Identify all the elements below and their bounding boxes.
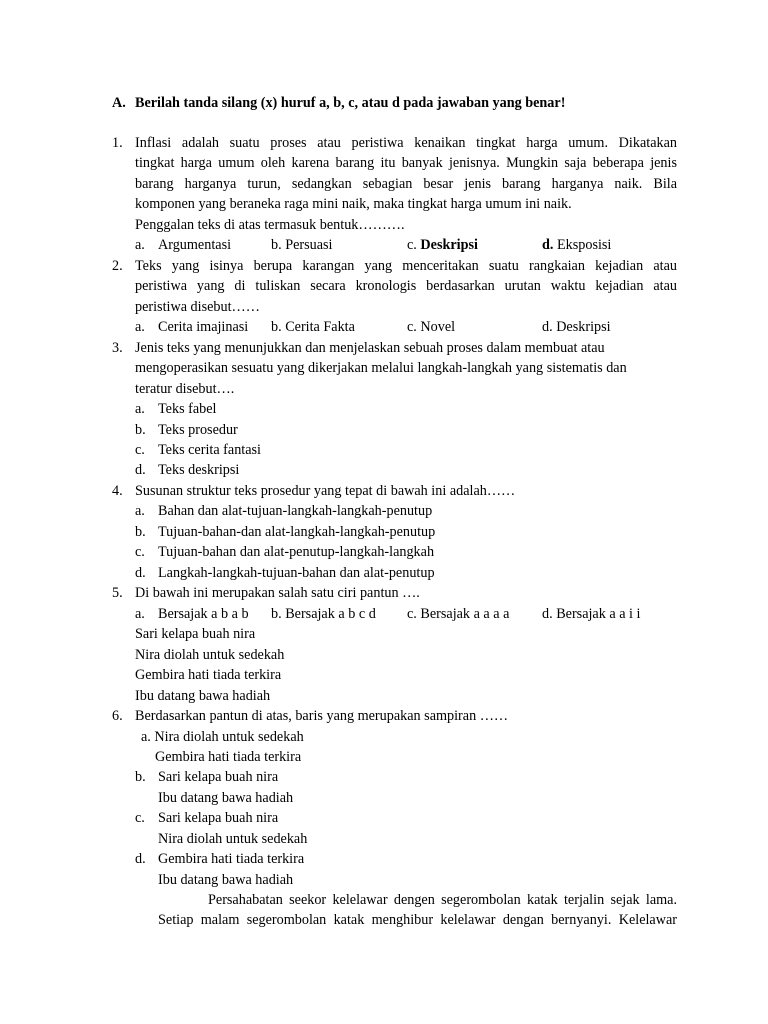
option-text: Teks prosedur — [158, 422, 238, 438]
question-1-text — [135, 133, 677, 235]
q1-option-a — [135, 235, 231, 255]
pantun-line: Ibu datang bawa hadiah — [135, 688, 271, 704]
question-1-line: tingkat harga umum oleh karena barang itu banyak jenisnya. Mungkin saja beberapa jenis — [135, 155, 677, 172]
story-line: Setiap malam segerombolan katak menghibur kelelawar dengan bernyanyi. Kelelawar — [158, 912, 677, 929]
question-1-line: komponen yang beraneka raga mini naik, maka tingkat harga umum ini naik. — [135, 196, 572, 213]
question-2-text — [135, 256, 677, 317]
q6-option-a: a. Nira diolah untuk sedekah — [141, 729, 304, 745]
option-letter: a. — [135, 503, 145, 519]
question-1-line: Inflasi adalah suatu proses atau peristiwa kenaikan tingkat harga umum. Dikatakan — [135, 135, 677, 151]
section-instruction: Berilah tanda silang (x) huruf a, b, c, atau d pada jawaban yang benar! — [135, 95, 566, 111]
question-1-line: barang harganya turun, sedangkan sebagian besar jenis barang harganya naik. Bila — [135, 175, 677, 192]
option-letter: a. — [135, 401, 145, 417]
q3-option-d — [135, 460, 239, 480]
option-text: Bersajak a b a b — [158, 606, 249, 622]
q3-option-c — [135, 440, 261, 460]
q6-option-c-line2: Nira diolah untuk sedekah — [158, 831, 308, 847]
option-letter: a. — [135, 606, 145, 622]
question-2-line: Teks yang isinya berupa karangan yang menceritakan suatu rangkaian kejadian atau — [135, 258, 677, 274]
option-letter: d. — [135, 851, 146, 867]
q6-option-b — [135, 767, 278, 787]
q6-option-a-line2: Gembira hati tiada terkira — [155, 749, 302, 765]
q6-option-d-line2: Ibu datang bawa hadiah — [158, 872, 294, 888]
question-4-text: Susunan struktur teks prosedur yang tepat di bawah ini adalah…… — [135, 483, 516, 499]
question-3-line: Jenis teks yang menunjukkan dan menjelaskan sebuah proses dalam membuat atau — [135, 340, 605, 356]
pantun-line: Nira diolah untuk sedekah — [135, 647, 285, 663]
option-letter: a. — [135, 319, 145, 335]
question-2-line: peristiwa yang di tuliskan secara kronologis berdasarkan urutan waktu kejadian atau — [135, 278, 677, 295]
question-4-number: 4. — [112, 483, 123, 499]
option-letter: b. — [135, 422, 146, 438]
q5-option-a — [135, 604, 249, 624]
option-text: Cerita imajinasi — [158, 319, 249, 335]
q1-option-d — [542, 235, 611, 255]
q3-option-a — [135, 399, 217, 419]
option-text: Argumentasi — [158, 237, 232, 253]
q4-option-d — [135, 563, 435, 583]
q6-option-b-line2: Ibu datang bawa hadiah — [158, 790, 294, 806]
q2-option-c: c. Novel — [407, 319, 456, 335]
q6-option-c — [135, 808, 278, 828]
option-text: Teks deskripsi — [158, 462, 240, 478]
option-letter-bold: d. — [542, 237, 554, 253]
option-text: Gembira hati tiada terkira — [158, 851, 305, 867]
q5-option-d: d. Bersajak a a i i — [542, 606, 641, 622]
q2-option-b: b. Cerita Fakta — [271, 319, 355, 335]
option-text: Bahan dan alat-tujuan-langkah-langkah-penutup — [158, 503, 433, 519]
q1-option-b: b. Persuasi — [271, 237, 333, 253]
q2-option-d: d. Deskripsi — [542, 319, 611, 335]
q4-option-c — [135, 542, 434, 562]
section-heading — [112, 93, 565, 113]
question-5-number: 5. — [112, 585, 123, 601]
pantun-line: Gembira hati tiada terkira — [135, 667, 282, 683]
section-letter: A. — [112, 95, 126, 111]
question-2-line: peristiwa disebut…… — [135, 298, 260, 315]
option-text: Teks cerita fantasi — [158, 442, 261, 458]
q4-option-a — [135, 501, 432, 521]
option-prefix: c. — [407, 237, 421, 253]
question-5-text: Di bawah ini merupakan salah satu ciri pantun …. — [135, 585, 420, 601]
option-letter: c. — [135, 442, 145, 458]
question-1-number: 1. — [112, 135, 123, 151]
option-letter: b. — [135, 524, 146, 540]
option-letter: b. — [135, 769, 146, 785]
question-2-number: 2. — [112, 258, 123, 274]
question-3-line: mengoperasikan sesuatu yang dikerjakan melalui langkah-langkah yang sistematis dan — [135, 360, 627, 376]
pantun-line: Sari kelapa buah nira — [135, 626, 256, 642]
option-text: Eksposisi — [553, 237, 612, 253]
q4-option-b — [135, 522, 435, 542]
option-text: Teks fabel — [158, 401, 217, 417]
story-paragraph — [158, 890, 677, 931]
question-3-number: 3. — [112, 340, 123, 356]
option-text: Sari kelapa buah nira — [158, 769, 279, 785]
option-letter: c. — [135, 544, 145, 560]
question-6-number: 6. — [112, 708, 123, 724]
q2-option-a — [135, 317, 248, 337]
option-text: Sari kelapa buah nira — [158, 810, 279, 826]
story-line: Persahabatan seekor kelelawar dengen segerombolan katak terjalin sejak lama. — [208, 892, 677, 908]
option-letter: a. — [135, 237, 145, 253]
q6-option-d — [135, 849, 304, 869]
option-text: Tujuan-bahan-dan alat-langkah-langkah-penutup — [158, 524, 436, 540]
question-6-text: Berdasarkan pantun di atas, baris yang merupakan sampiran …… — [135, 708, 509, 724]
option-letter: d. — [135, 462, 146, 478]
option-text: Tujuan-bahan dan alat-penutup-langkah-langkah — [158, 544, 435, 560]
q5-option-b: b. Bersajak a b c d — [271, 606, 376, 622]
q3-option-b — [135, 420, 238, 440]
option-text: Langkah-langkah-tujuan-bahan dan alat-penutup — [158, 565, 435, 581]
q5-option-c: c. Bersajak a a a a — [407, 606, 510, 622]
option-letter: c. — [135, 810, 145, 826]
question-1-prompt: Penggalan teks di atas termasuk bentuk………. — [135, 216, 405, 233]
option-letter: d. — [135, 565, 146, 581]
option-text-bold: Deskripsi — [420, 237, 478, 253]
q1-option-c — [407, 235, 478, 255]
question-3-line: teratur disebut…. — [135, 381, 235, 397]
